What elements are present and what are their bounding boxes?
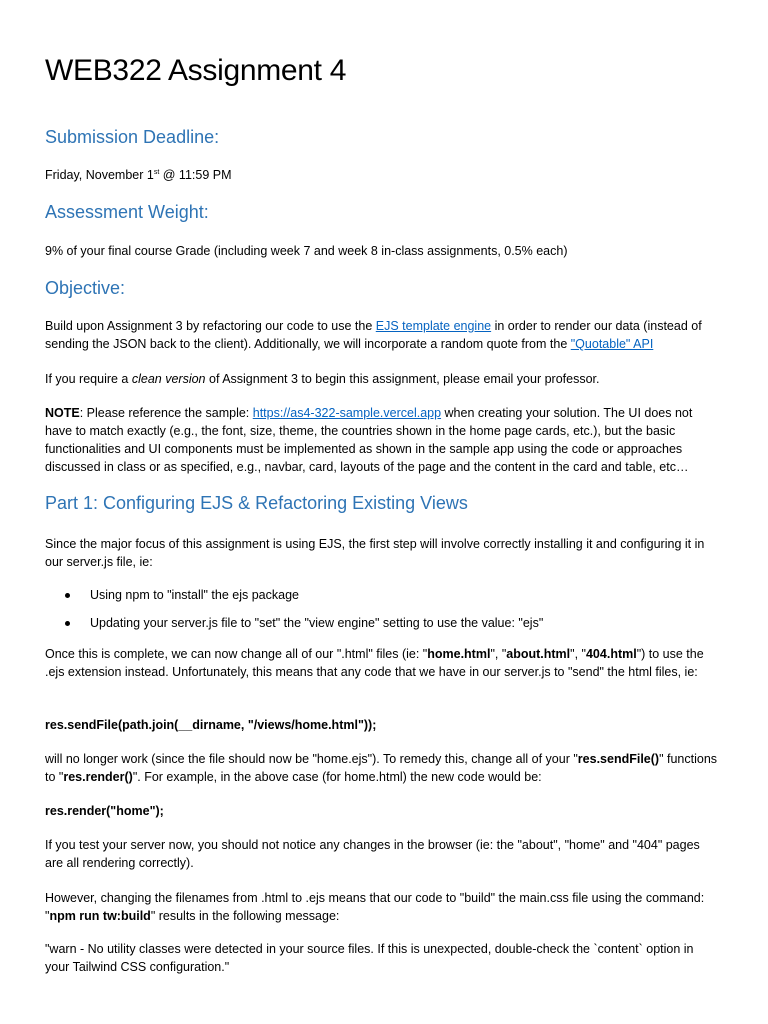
clean-version-paragraph: If you require a clean version of Assignment 3 to begin this assignment, please email your professor.: [45, 372, 600, 386]
weight-heading: Assessment Weight:: [45, 202, 209, 222]
deadline-heading: Submission Deadline:: [45, 127, 220, 147]
weight-text: 9% of your final course Grade (including week 7 and week 8 in-class assignments, 0.5% each): [45, 244, 568, 258]
ejs-template-engine-link[interactable]: EJS template engine: [375, 319, 492, 333]
render-paragraph: will no longer work (since the file should now be "home.ejs"). To remedy this, change all of your "res.sendFile()" functions to "res.render()". For example, in the above case (for home.html) the new code would be:: [45, 752, 718, 784]
doc-title: WEB322 Assignment 4: [45, 54, 347, 87]
build-css-paragraph: However, changing the filenames from .html to .ejs means that our code to "build" the main.css file using the command: "npm run tw:build" results in the following message:: [45, 891, 705, 923]
objective-heading: Objective:: [45, 278, 126, 298]
code-render: res.render("home");: [45, 804, 164, 818]
code-sendfile: res.sendFile(path.join(__dirname, "/views/home.html"));: [45, 718, 377, 732]
part1-heading: Part 1: Configuring EJS & Refactoring Existing Views: [45, 493, 468, 513]
setup-steps-list: [45, 586, 721, 632]
sample-app-link[interactable]: https://as4-322-sample.vercel.app: [252, 406, 442, 420]
tailwind-warning-text: "warn - No utility classes were detected in your source files. If this is unexpected, double-check the `content` option in your Tailwind CSS configuration.": [45, 942, 694, 974]
note-label: NOTE: [45, 406, 80, 420]
test-server-paragraph: If you test your server now, you should not notice any changes in the browser (ie: the "about", "home" and "404" pages are all rendering correctly).: [45, 838, 700, 870]
part1-intro: Since the major focus of this assignment is using EJS, the first step will involve correctly installing it and configuring it in our server.js file, ie:: [45, 537, 705, 569]
list-item: Using npm to "install" the ejs package: [45, 586, 721, 604]
bullet-icon: [65, 621, 70, 626]
objective-paragraph: Build upon Assignment 3 by refactoring our code to use the EJS template engine in order to render our data (instead of sending the JSON back to the client). Additionally, we will incorporate a random quote from the "Quotable" API: [45, 319, 702, 351]
bullet-icon: [65, 593, 70, 598]
quotable-api-link[interactable]: "Quotable" API: [570, 337, 654, 351]
list-item: Updating your server.js file to "set" the "view engine" setting to use the value: "ejs": [45, 614, 721, 632]
rename-files-paragraph: Once this is complete, we can now change all of our ".html" files (ie: "home.html", "about.html", "404.html") to use the .ejs extension instead. Unfortunately, this means that any code that we have in our server.js to "send" the html files, ie:: [45, 647, 704, 679]
deadline-text: Friday, November 1st @ 11:59 PM: [45, 168, 232, 182]
note-paragraph: NOTE: Please reference the sample: https://as4-322-sample.vercel.app when creating your solution. The UI does not have to match exactly (e.g., the font, size, theme, the countries shown in the home page cards, etc.), but the basic functionalities and UI components must be implemented as shown in the sample app using the code or approaches discussed in class or as specified, e.g., navbar, card, layouts of the page and the content in the card and table, etc…: [45, 406, 693, 474]
